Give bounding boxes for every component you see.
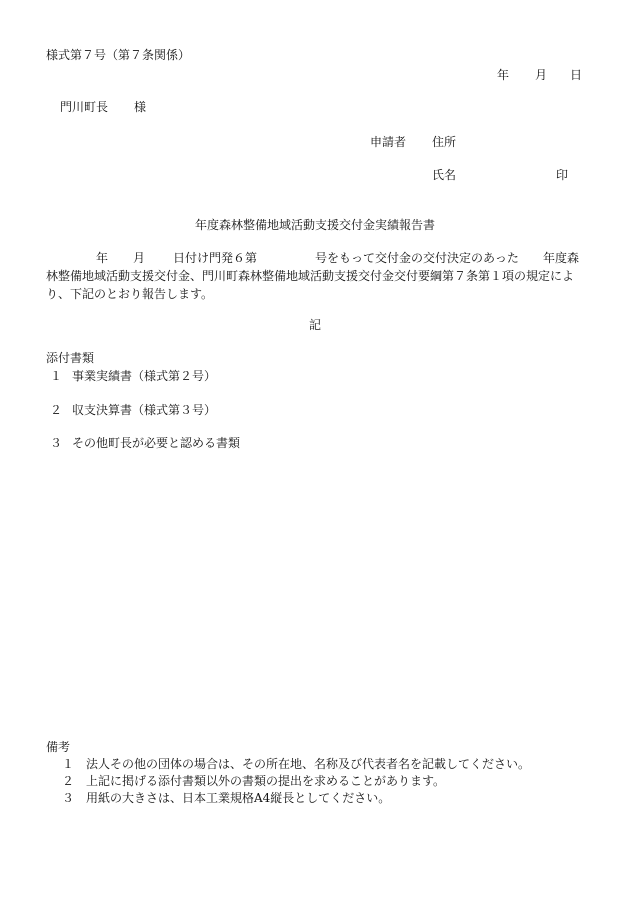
attachment-item: [50, 367, 216, 385]
address-label: 住所: [432, 135, 457, 149]
attachment-number: ３: [50, 436, 63, 450]
ki-heading: 記: [308, 318, 321, 332]
report-body-text: [46, 249, 586, 303]
note-text: 上記に掲げる添付書類以外の書類の提出を求めることがあります。: [86, 774, 446, 788]
attachment-text: 事業実績書（様式第２号）: [72, 369, 217, 383]
date-month-label: 月: [535, 68, 548, 82]
note-number: ３: [62, 791, 75, 805]
seal-label: 印: [556, 168, 569, 182]
addressee-name: 門川町長: [60, 100, 109, 114]
form-number: 様式第７号（第７条関係）: [46, 48, 191, 62]
attachment-number: ２: [50, 403, 63, 417]
body-year: 年: [96, 251, 109, 265]
note-text: 用紙の大きさは、日本工業規格A4縦長としてください。: [86, 791, 391, 805]
attachments-heading: 添付書類: [46, 351, 95, 365]
attachment-item: [50, 401, 216, 419]
body-day-ref: 日付け門発６第: [173, 251, 258, 265]
addressee-honorific: 様: [134, 100, 147, 114]
note-item: [62, 789, 390, 807]
attachment-item: [50, 434, 240, 452]
note-number: １: [62, 757, 75, 771]
body-decision: 号をもって交付金の交付決定のあった: [315, 251, 519, 265]
body-main: 年度森林整備地域活動支援交付金、門川町森林整備地域活動支援交付金交付要綱第７条第１項の規定により、下記のとおり報告します。: [46, 251, 579, 301]
date-day-label: 日: [570, 68, 583, 82]
body-month: 月: [133, 251, 146, 265]
notes-heading: 備考: [46, 740, 71, 754]
note-item: [62, 755, 530, 773]
attachment-text: 収支決算書（様式第３号）: [72, 403, 217, 417]
note-number: ２: [62, 774, 75, 788]
applicant-label: 申請者: [370, 135, 407, 149]
note-text: 法人その他の団体の場合は、その所在地、名称及び代表者名を記載してください。: [86, 757, 531, 771]
attachment-number: １: [50, 369, 63, 383]
date-year-label: 年: [497, 68, 510, 82]
document-title: 年度森林整備地域活動支援交付金実績報告書: [194, 218, 435, 232]
note-item: [62, 772, 445, 790]
name-label: 氏名: [432, 168, 457, 182]
attachment-text: その他町長が必要と認める書類: [72, 436, 241, 450]
